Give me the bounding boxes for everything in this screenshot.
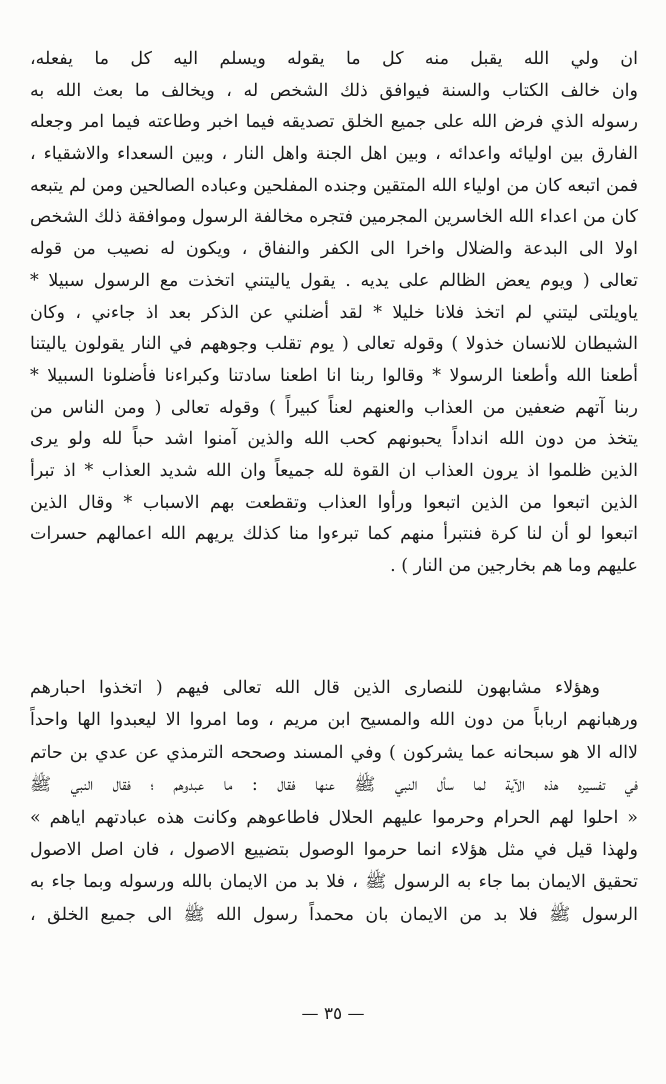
text-line: وان خالف الكتاب والسنة فيوافق ذلك الشخص له ، ويخالف ما بعث الله به [30, 80, 638, 101]
text-line: كان من اعداء الله الخاسرين المجرمين فتجره مخالفة الرسول وموافقة ذلك الشخص [30, 207, 638, 228]
text-line: الذين اتبعوا من الذين اتبعوا ورأوا العذاب وتقطعت بهم الاسباب * وقال الذين [30, 492, 638, 513]
text-line: أطعنا الله وأطعنا الرسولا * وقالوا ربنا انا اطعنا سادتنا وكبراءنا فأضلونا السبيلا * [30, 365, 638, 386]
text-line: عليهم وما هم بخارجين من النار ) . [390, 556, 638, 576]
page-number: — ٣٥ — [301, 1004, 365, 1024]
text-line: اتبعوا لو أن لنا كرة فنتبرأ منهم كما تبرءوا منا كذلك يريهم الله اعمالهم حسرات [30, 524, 638, 545]
text-line: وهؤلاء مشابهون للنصارى الذين قال الله تعالى فيهم ( اتخذوا احبارهم [30, 678, 600, 698]
text-line: الذين ظلموا اذ يرون العذاب ان القوة لله جميعاً وان الله شديد العذاب * اذ تبرأ [30, 460, 638, 481]
text-line: ان ولي الله يقبل منه كل ما يقوله ويسلم اليه كل ما يفعله، [30, 49, 638, 69]
text-line: يتخذ من دون الله انداداً يحبونهم كحب الله والذين آمنوا اشد حباً لله ولو يرى [30, 429, 638, 450]
paragraph-2 [30, 672, 638, 931]
text-line: الرسول ﷺ فلا بد من الايمان بان محمداً رسول الله ﷺ الى جميع الخلق ، [30, 904, 638, 925]
text-line: ولهذا قيل في مثل هؤلاء انما حرموا الوصول بتضييع الاصول ، فان اصل الاصول [30, 839, 638, 860]
text-line: ربنا آتهم ضعفين من العذاب والعنهم لعناً كبيراً ) وقوله تعالى ( ومن الناس من [30, 397, 638, 418]
text-line: « احلوا لهم الحرام وحرموا عليهم الحلال فاطاعوهم وكانت هذه عبادتهم اياهم » [30, 807, 638, 828]
text-line: رسوله الذي فرض الله على جميع الخلق تصديقه فيما اخبر وطاعته فيما امر وجعله [30, 112, 638, 133]
text-line: في تفسيره هذه الآية لما سأل النبي ﷺ عنها فقال : ما عبدوهم ؛ فقال النبي ﷺ [30, 775, 638, 796]
text-line: الفارق بين اوليائه واعدائه ، وبين اهل الجنة واهل النار ، وبين السعداء والاشقياء ، [30, 144, 638, 165]
text-line: الشيطان للانسان خذولا ) وقوله تعالى ( يوم تقلب وجوههم في النار يقولون ياليتنا [30, 334, 638, 355]
text-line: لااله الا هو سبحانه عما يشركون ) وفي المسند وصححه الترمذي عن عدي بن حاتم [30, 742, 638, 763]
text-line: تعالى ( ويوم يعض الظالم على يديه . يقول ياليتني اتخذت مع الرسول سبيلا * [30, 270, 638, 291]
text-line: فمن اتبعه كان من اولياء الله المتقين وجنده المفلحين وعباده الصالحين ومن لم يتبعه [30, 175, 638, 196]
paragraph-1 [30, 44, 638, 583]
text-line: ورهبانهم ارباباً من دون الله والمسيح ابن مريم ، وما امروا الا ليعبدوا الها واحداً [30, 710, 638, 731]
text-line: اولا الى البدعة والضلال واخرا الى الكفر والنفاق ، ويكون له نصيب من قوله [30, 239, 638, 260]
text-line: ياويلتى ليتني لم اتخذ فلانا خليلا * لقد أضلني عن الذكر بعد اذ جاءني ، وكان [30, 302, 638, 323]
text-line: تحقيق الايمان بما جاء به الرسول ﷺ ، فلا بد من الايمان بالله ورسوله وبما جاء به [30, 872, 638, 893]
